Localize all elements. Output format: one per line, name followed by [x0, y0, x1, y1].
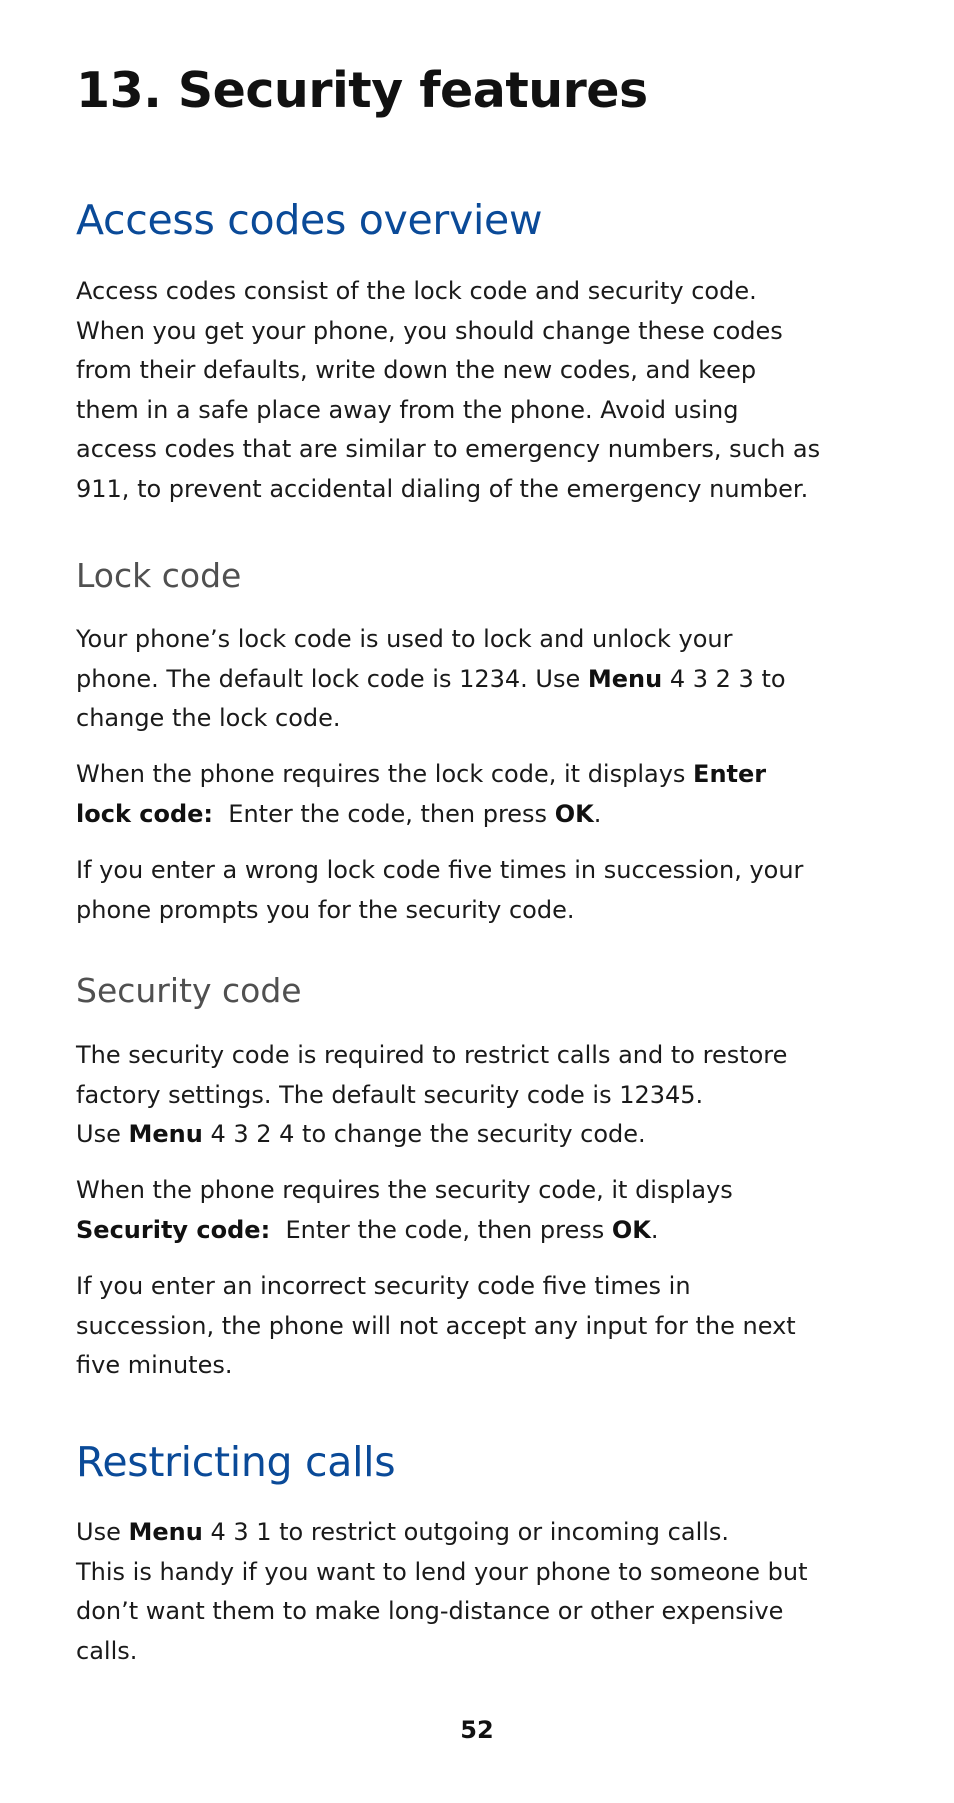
- paragraph-line: The security code is required to restrict calls and to restore: [76, 1041, 788, 1069]
- paragraph-line: [76, 660, 836, 700]
- text-run: 4 3 1 to restrict outgoing or incoming calls.: [202, 1518, 730, 1546]
- paragraph-line: them in a safe place away from the phone. Avoid using: [76, 395, 739, 424]
- paragraph-line: If you enter a wrong lock code five times in succession, your: [76, 856, 804, 884]
- paragraph-line: change the lock code.: [76, 704, 341, 732]
- security-code-paragraph-3: [76, 1267, 836, 1386]
- text-run: Use: [76, 1120, 129, 1148]
- ok-keyword: OK: [611, 1215, 651, 1244]
- text-run: Enter the code, then press: [213, 799, 555, 828]
- paragraph-line: succession, the phone will not accept any input for the next: [76, 1311, 796, 1340]
- restricting-calls-paragraph: [76, 1513, 836, 1671]
- lock-code-paragraph-2: [76, 755, 836, 834]
- paragraph-line: phone prompts you for the security code.: [76, 895, 575, 924]
- paragraph-line: calls.: [76, 1636, 138, 1665]
- paragraph-line: When you get your phone, you should change these codes: [76, 316, 783, 345]
- section-title-restricting-calls: Restricting calls: [76, 1438, 396, 1486]
- lock-code-paragraph-3: [76, 851, 836, 930]
- paragraph-line: [76, 755, 836, 795]
- paragraph-line: [76, 795, 836, 835]
- paragraph-line: [76, 1115, 836, 1155]
- text-run: 4 3 2 4 to change the security code.: [202, 1120, 646, 1148]
- display-prompt-text: lock code:: [76, 799, 214, 828]
- paragraph-line: [76, 1513, 836, 1553]
- paragraph-line: If you enter an incorrect security code five times in: [76, 1272, 691, 1300]
- paragraph-line: don’t want them to make long-distance or other expensive: [76, 1597, 784, 1625]
- security-code-paragraph-2: [76, 1171, 836, 1250]
- ok-keyword: OK: [554, 799, 594, 828]
- paragraph-line: [76, 1211, 836, 1251]
- chapter-title: 13. Security features: [76, 62, 648, 119]
- paragraph-line: factory settings. The default security code is 12345.: [76, 1080, 704, 1109]
- paragraph-line: five minutes.: [76, 1351, 233, 1379]
- paragraph-line: When the phone requires the security code, it displays: [76, 1176, 733, 1204]
- display-prompt-text: Security code:: [76, 1215, 271, 1244]
- text-run: phone. The default lock code is 1234. Use: [76, 664, 588, 693]
- menu-keyword: Menu: [128, 1120, 203, 1148]
- section-title-access-codes: Access codes overview: [76, 196, 543, 244]
- text-run: Enter the code, then press: [270, 1215, 612, 1244]
- access-codes-paragraph: [76, 272, 836, 509]
- subsection-title-lock-code: Lock code: [76, 556, 242, 595]
- security-code-paragraph-1: [76, 1036, 836, 1155]
- display-prompt-text: Enter: [693, 760, 767, 788]
- text-run: Use: [76, 1518, 129, 1546]
- paragraph-line: This is handy if you want to lend your phone to someone but: [76, 1557, 808, 1586]
- lock-code-paragraph-1: [76, 620, 836, 739]
- menu-keyword: Menu: [128, 1518, 203, 1546]
- text-run: 4 3 2 3 to: [662, 664, 786, 693]
- paragraph-line: access codes that are similar to emergency numbers, such as: [76, 435, 821, 463]
- paragraph-line: from their defaults, write down the new codes, and keep: [76, 356, 757, 384]
- paragraph-line: 911, to prevent accidental dialing of the emergency number.: [76, 474, 809, 503]
- text-run: .: [593, 799, 602, 828]
- paragraph-line: Access codes consist of the lock code and security code.: [76, 277, 757, 305]
- menu-keyword: Menu: [587, 664, 663, 693]
- text-run: When the phone requires the lock code, it displays: [76, 760, 694, 788]
- paragraph-line: Your phone’s lock code is used to lock and unlock your: [76, 625, 733, 653]
- text-run: .: [650, 1215, 659, 1244]
- subsection-title-security-code: Security code: [76, 971, 302, 1010]
- page-number: 52: [460, 1716, 494, 1744]
